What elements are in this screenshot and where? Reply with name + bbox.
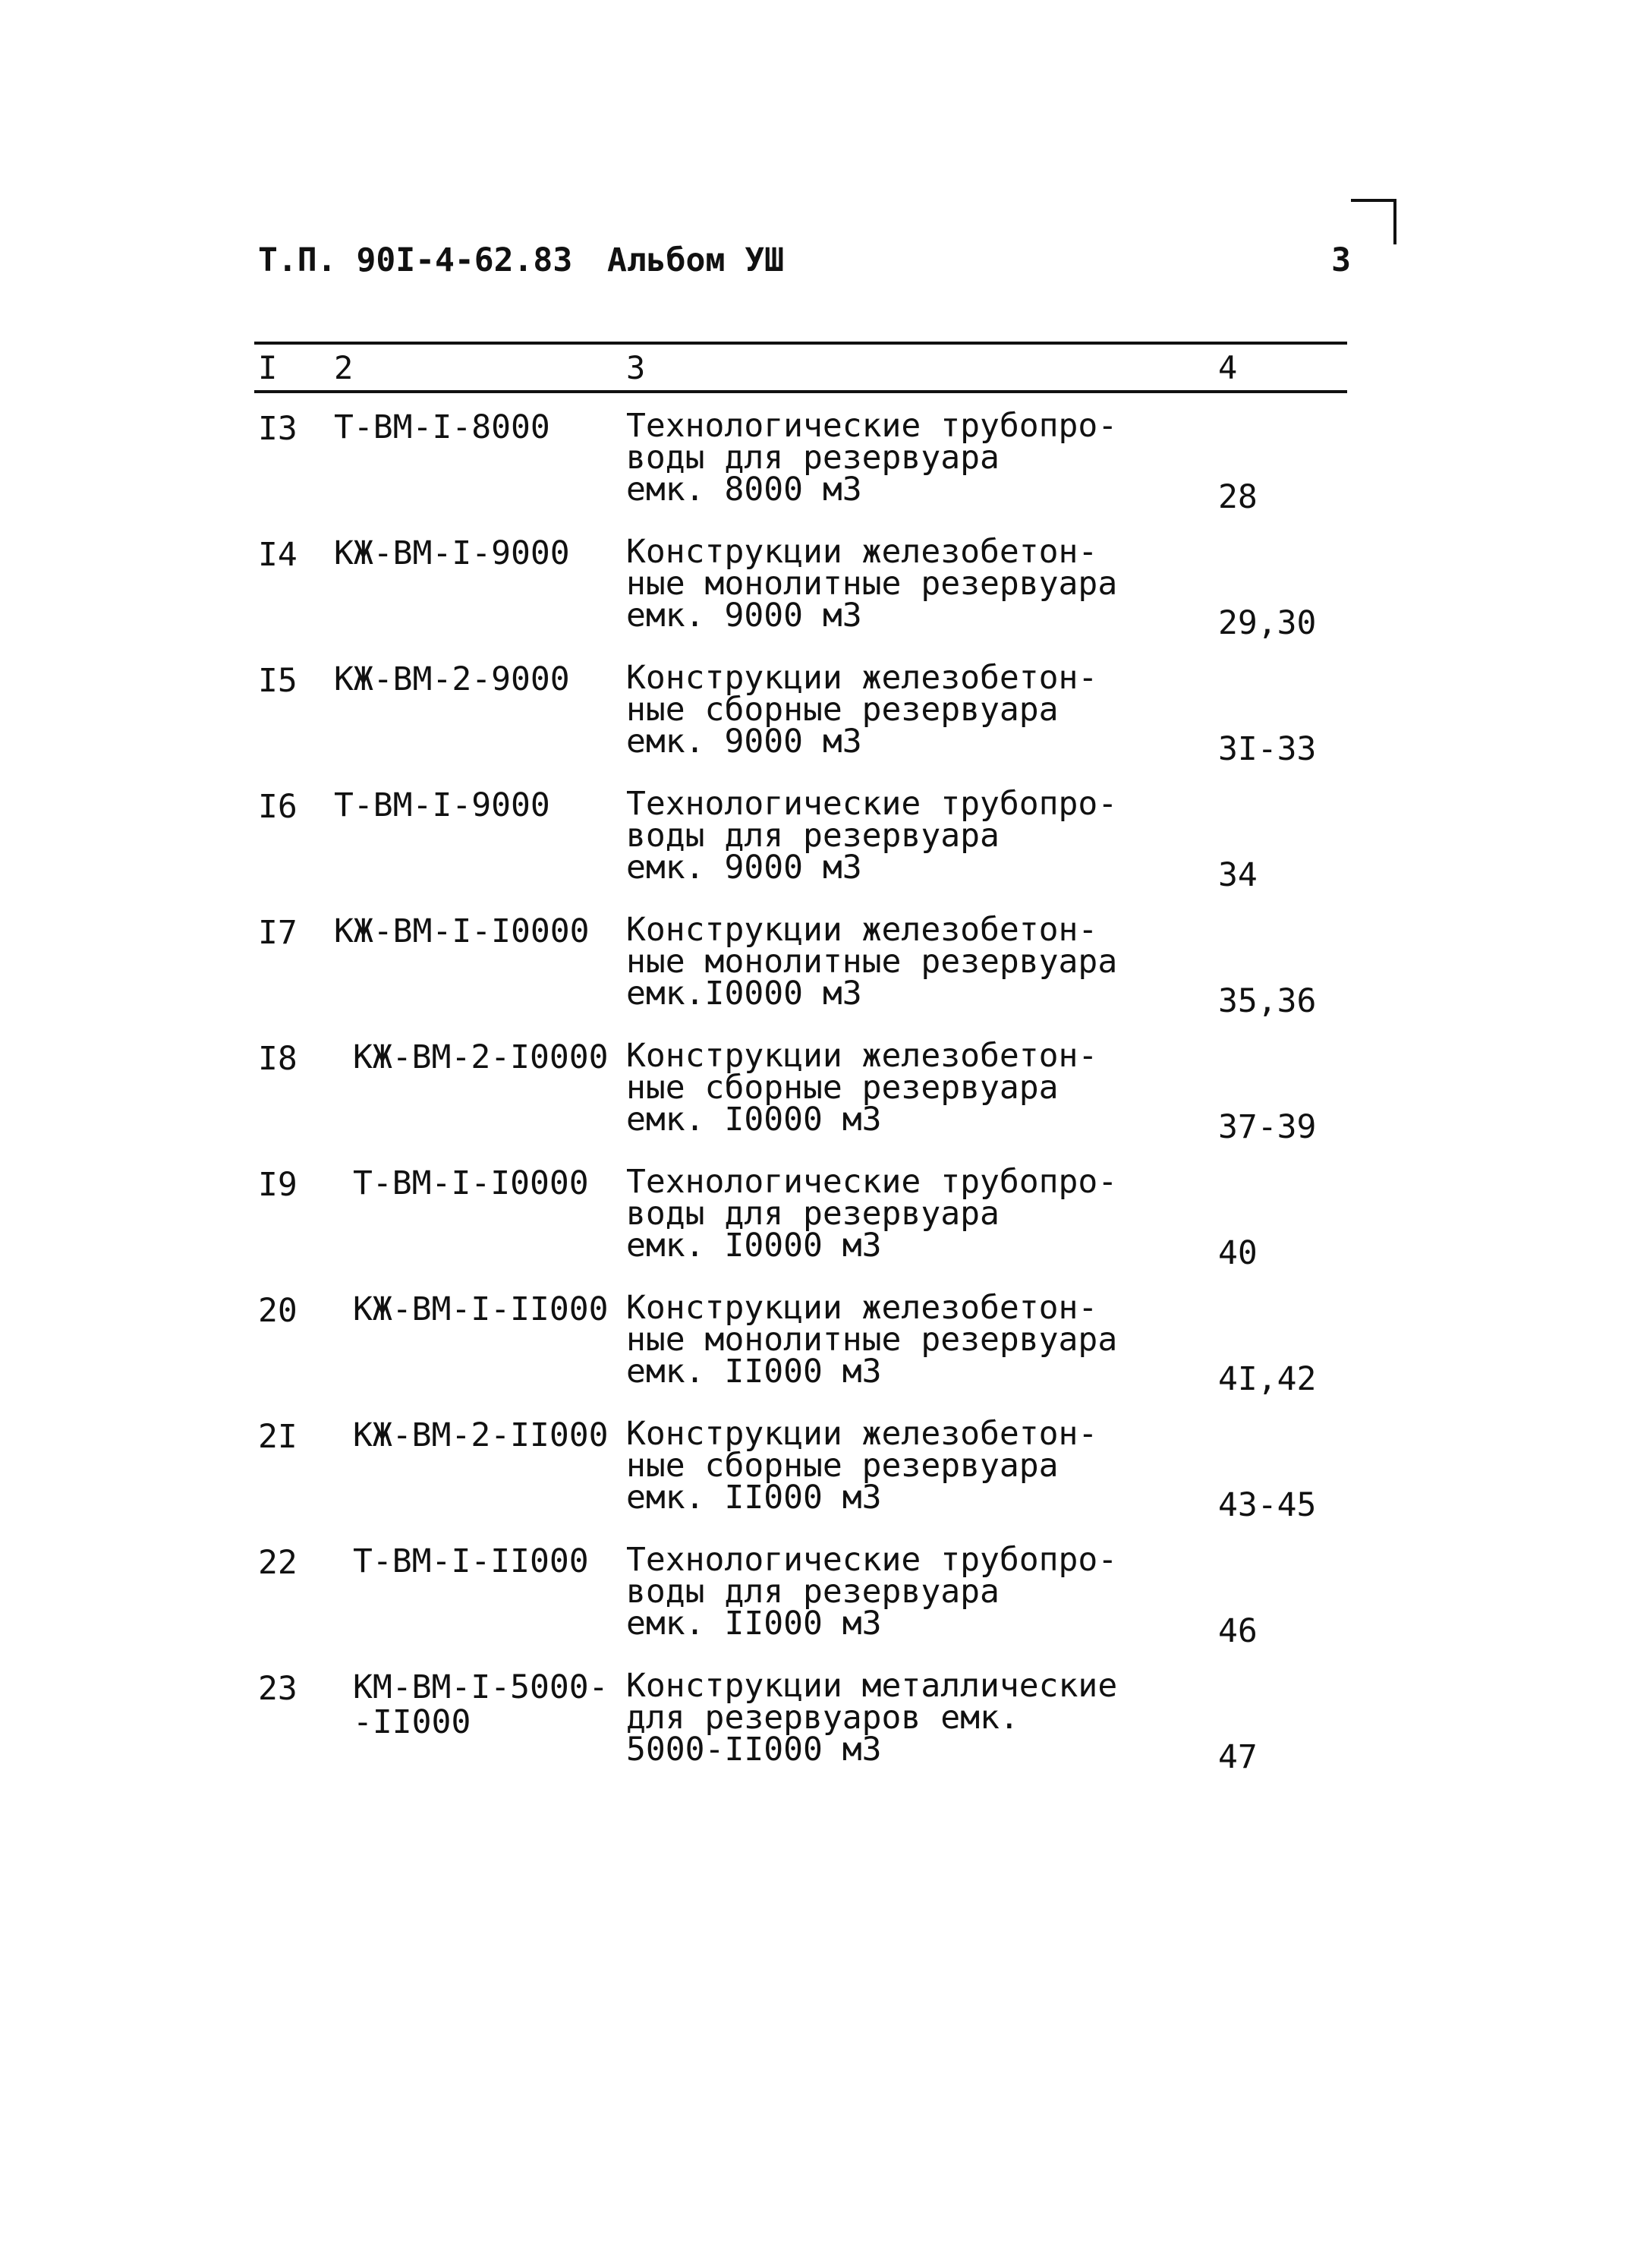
drawing-name: Конструкции железобетон- ные монолитные резервуара емк.I0000 м3 <box>626 911 1118 1013</box>
table-row <box>258 1163 1351 1292</box>
header-rule-bottom <box>254 390 1347 393</box>
drawing-code: КЖ-ВМ-2-II000 <box>353 1416 609 1454</box>
sheet-numbers: 40 <box>1218 1234 1258 1272</box>
table-row <box>258 785 1351 914</box>
table-row <box>258 1037 1351 1166</box>
column-header-3: 3 <box>626 349 646 386</box>
row-number: I4 <box>258 536 298 574</box>
column-header-4: 4 <box>1218 349 1238 386</box>
sheet-numbers: 43-45 <box>1218 1486 1317 1524</box>
drawing-code: Т-ВМ-I-II000 <box>353 1542 589 1580</box>
sheet-numbers: 4I,42 <box>1218 1360 1317 1398</box>
row-number: 20 <box>258 1292 298 1330</box>
row-number: I7 <box>258 914 298 952</box>
drawing-code: Т-ВМ-I-I0000 <box>353 1164 589 1202</box>
row-number: 22 <box>258 1544 298 1582</box>
drawing-code: Т-ВМ-I-9000 <box>334 786 550 824</box>
sheet-numbers: 47 <box>1218 1738 1258 1776</box>
drawing-code: КМ-ВМ-I-5000- -II000 <box>353 1668 609 1741</box>
sheet-numbers: 29,30 <box>1218 604 1317 642</box>
sheet-numbers: 35,36 <box>1218 982 1317 1020</box>
column-header-2: 2 <box>334 349 354 386</box>
page-number: 3 <box>1331 241 1351 279</box>
drawing-code: КЖ-ВМ-I-II000 <box>353 1290 609 1328</box>
table-row <box>258 911 1351 1040</box>
column-header-1: I <box>258 349 278 386</box>
header-rule-top <box>254 342 1347 345</box>
drawing-code: КЖ-ВМ-2-I0000 <box>353 1038 609 1076</box>
drawing-code: Т-ВМ-I-8000 <box>334 408 550 446</box>
table-row <box>258 1289 1351 1418</box>
drawing-name: Технологические трубопро- воды для резервуара емк. II000 м3 <box>626 1541 1118 1643</box>
drawing-name: Технологические трубопро- воды для резервуара емк. 8000 м3 <box>626 407 1118 509</box>
table-row <box>258 407 1351 536</box>
doc-code: Т.П. 90I-4-62.83 <box>258 241 573 279</box>
sheet-numbers: 3I-33 <box>1218 730 1317 768</box>
row-number: I6 <box>258 788 298 826</box>
drawing-name: Конструкции металлические для резервуаров емк. 5000-II000 м3 <box>626 1667 1118 1769</box>
row-number: I3 <box>258 410 298 448</box>
row-number: 2I <box>258 1418 298 1456</box>
sheet-numbers: 46 <box>1218 1612 1258 1650</box>
row-number: I5 <box>258 662 298 700</box>
drawing-name: Конструкции железобетон- ные сборные резервуара емк. 9000 м3 <box>626 659 1098 761</box>
table-row <box>258 659 1351 788</box>
row-number: I8 <box>258 1040 298 1078</box>
drawing-name: Технологические трубопро- воды для резервуара емк. I0000 м3 <box>626 1163 1118 1265</box>
drawing-name: Конструкции железобетон- ные сборные резервуара емк. I0000 м3 <box>626 1037 1098 1139</box>
table-row <box>258 1541 1351 1670</box>
album-label: Альбом УШ <box>607 241 784 279</box>
corner-mark <box>1351 199 1396 244</box>
table-row <box>258 1415 1351 1544</box>
page-header <box>258 241 1396 287</box>
table-row <box>258 533 1351 662</box>
table-row <box>258 1667 1351 1796</box>
drawing-code: КЖ-ВМ-I-I0000 <box>334 912 590 950</box>
drawing-code: КЖ-ВМ-2-9000 <box>334 660 570 698</box>
drawing-name: Конструкции железобетон- ные монолитные резервуара емк. 9000 м3 <box>626 533 1118 635</box>
table-body <box>258 407 1351 1796</box>
row-number: 23 <box>258 1670 298 1708</box>
drawing-name: Технологические трубопро- воды для резервуара емк. 9000 м3 <box>626 785 1118 887</box>
drawing-code: КЖ-ВМ-I-9000 <box>334 534 570 572</box>
drawing-name: Конструкции железобетон- ные монолитные резервуара емк. II000 м3 <box>626 1289 1118 1391</box>
sheet-numbers: 28 <box>1218 478 1258 516</box>
drawing-name: Конструкции железобетон- ные сборные резервуара емк. II000 м3 <box>626 1415 1098 1517</box>
row-number: I9 <box>258 1166 298 1204</box>
sheet-numbers: 37-39 <box>1218 1108 1317 1146</box>
sheet-numbers: 34 <box>1218 856 1258 894</box>
table-column-header <box>254 342 1347 396</box>
